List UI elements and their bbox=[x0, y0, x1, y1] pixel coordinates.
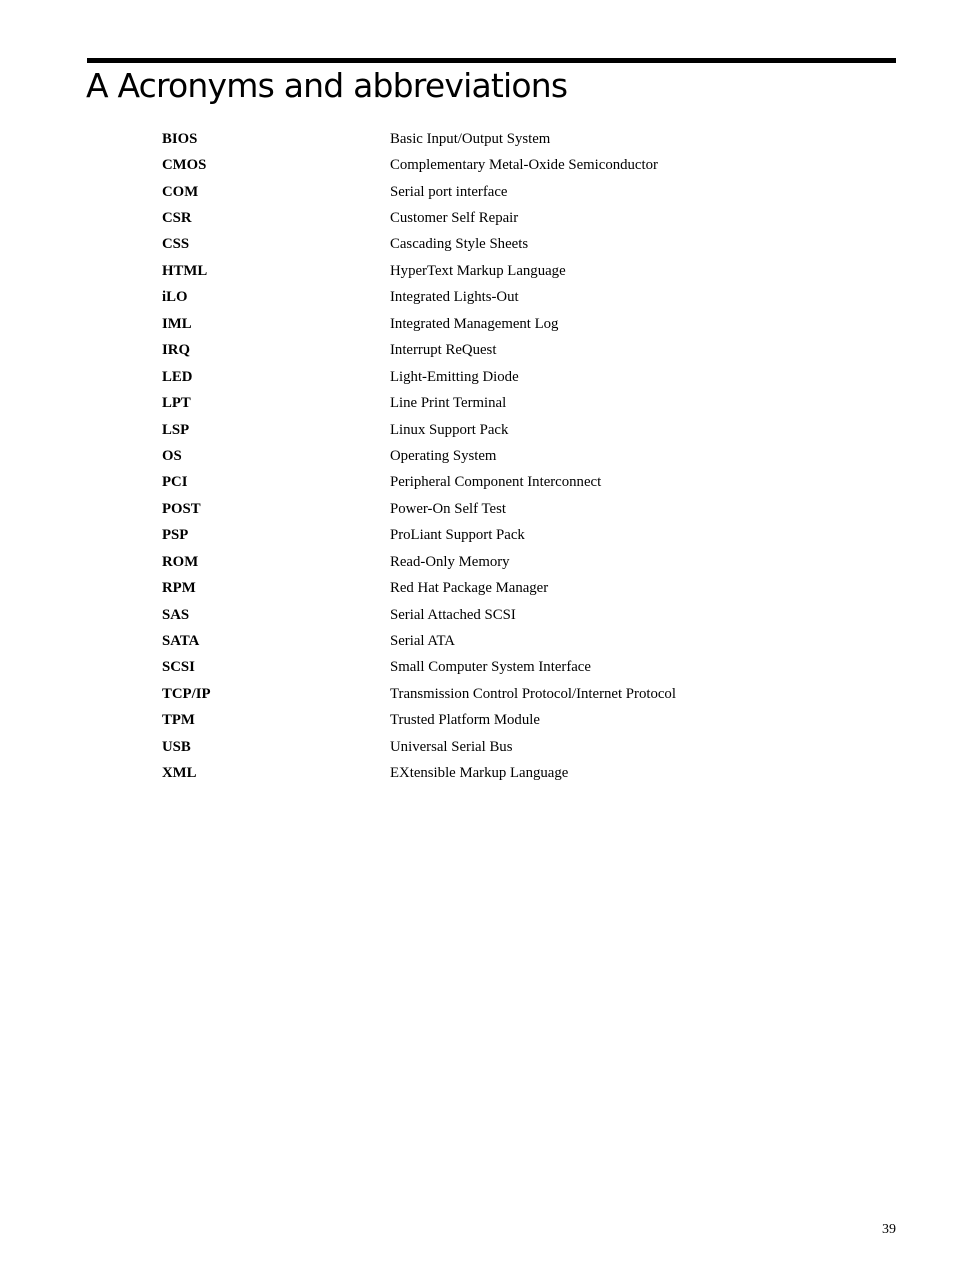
chapter-title: A Acronyms and abbreviations bbox=[86, 66, 568, 105]
acronym-row bbox=[162, 655, 762, 681]
acronym-row bbox=[162, 523, 762, 549]
acronym-term: RPM bbox=[162, 580, 196, 597]
acronym-term: CSS bbox=[162, 236, 190, 253]
acronym-term: POST bbox=[162, 500, 201, 517]
acronym-row bbox=[162, 549, 762, 575]
acronym-definition: Red Hat Package Manager bbox=[390, 580, 549, 597]
acronym-row bbox=[162, 258, 762, 284]
acronym-row bbox=[162, 205, 762, 231]
acronym-row bbox=[162, 734, 762, 760]
acronym-definition: Serial port interface bbox=[390, 183, 508, 200]
acronym-definition: Transmission Control Protocol/Internet Protocol bbox=[390, 685, 676, 702]
acronym-term: ROM bbox=[162, 553, 199, 570]
acronym-definition: Cascading Style Sheets bbox=[390, 236, 529, 253]
acronym-definition: HyperText Markup Language bbox=[390, 262, 566, 279]
acronym-row bbox=[162, 417, 762, 443]
acronym-term: PSP bbox=[162, 527, 189, 544]
acronym-row bbox=[162, 602, 762, 628]
acronym-term: SCSI bbox=[162, 659, 195, 676]
acronym-row bbox=[162, 496, 762, 522]
acronym-row bbox=[162, 152, 762, 178]
acronym-definition: Interrupt ReQuest bbox=[390, 342, 497, 359]
acronym-definition: EXtensible Markup Language bbox=[390, 765, 569, 782]
acronym-term: PCI bbox=[162, 474, 188, 491]
acronym-row bbox=[162, 470, 762, 496]
acronym-term: XML bbox=[162, 765, 197, 782]
acronym-definition: Integrated Lights-Out bbox=[390, 289, 519, 306]
acronym-term: SAS bbox=[162, 606, 190, 623]
acronym-row bbox=[162, 708, 762, 734]
acronym-term: COM bbox=[162, 183, 199, 200]
acronym-row bbox=[162, 232, 762, 258]
acronym-definition: Read-Only Memory bbox=[390, 553, 510, 570]
acronym-row bbox=[162, 681, 762, 707]
acronym-term: OS bbox=[162, 447, 182, 464]
acronym-term: SATA bbox=[162, 633, 200, 650]
acronym-definition: Light-Emitting Diode bbox=[390, 368, 519, 385]
acronym-row bbox=[162, 338, 762, 364]
acronym-definition: Basic Input/Output System bbox=[390, 130, 551, 147]
acronym-definition: Trusted Platform Module bbox=[390, 712, 540, 729]
acronym-list bbox=[162, 126, 762, 787]
acronym-definition: Linux Support Pack bbox=[390, 421, 509, 438]
acronym-row bbox=[162, 126, 762, 152]
acronym-row bbox=[162, 575, 762, 601]
acronym-definition: Complementary Metal-Oxide Semiconductor bbox=[390, 157, 658, 174]
acronym-definition: Integrated Management Log bbox=[390, 315, 559, 332]
acronym-definition: ProLiant Support Pack bbox=[390, 527, 525, 544]
acronym-definition: Operating System bbox=[390, 447, 497, 464]
acronym-term: IRQ bbox=[162, 342, 190, 359]
acronym-definition: Universal Serial Bus bbox=[390, 738, 513, 755]
acronym-row bbox=[162, 179, 762, 205]
acronym-term: USB bbox=[162, 738, 191, 755]
acronym-term: CMOS bbox=[162, 157, 207, 174]
acronym-row bbox=[162, 390, 762, 416]
acronym-row bbox=[162, 761, 762, 787]
acronym-row bbox=[162, 628, 762, 654]
acronym-row bbox=[162, 364, 762, 390]
acronym-term: BIOS bbox=[162, 130, 198, 147]
acronym-definition: Serial ATA bbox=[390, 633, 455, 650]
acronym-term: IML bbox=[162, 315, 192, 332]
acronym-definition: Customer Self Repair bbox=[390, 210, 519, 227]
acronym-definition: Power-On Self Test bbox=[390, 500, 506, 517]
acronym-row bbox=[162, 285, 762, 311]
acronym-definition: Serial Attached SCSI bbox=[390, 606, 516, 623]
acronym-row bbox=[162, 443, 762, 469]
acronym-term: LSP bbox=[162, 421, 190, 438]
acronym-term: iLO bbox=[162, 289, 188, 306]
page-number: 39 bbox=[882, 1222, 896, 1237]
chapter-title-rule bbox=[87, 58, 896, 63]
acronym-term: HTML bbox=[162, 262, 208, 279]
acronym-term: CSR bbox=[162, 210, 192, 227]
acronym-row bbox=[162, 311, 762, 337]
acronym-term: TPM bbox=[162, 712, 195, 729]
acronym-term: LED bbox=[162, 368, 193, 385]
acronym-term: TCP/IP bbox=[162, 685, 211, 702]
acronym-definition: Peripheral Component Interconnect bbox=[390, 474, 602, 491]
acronym-definition: Small Computer System Interface bbox=[390, 659, 591, 676]
acronym-definition: Line Print Terminal bbox=[390, 395, 507, 412]
acronym-term: LPT bbox=[162, 395, 191, 412]
